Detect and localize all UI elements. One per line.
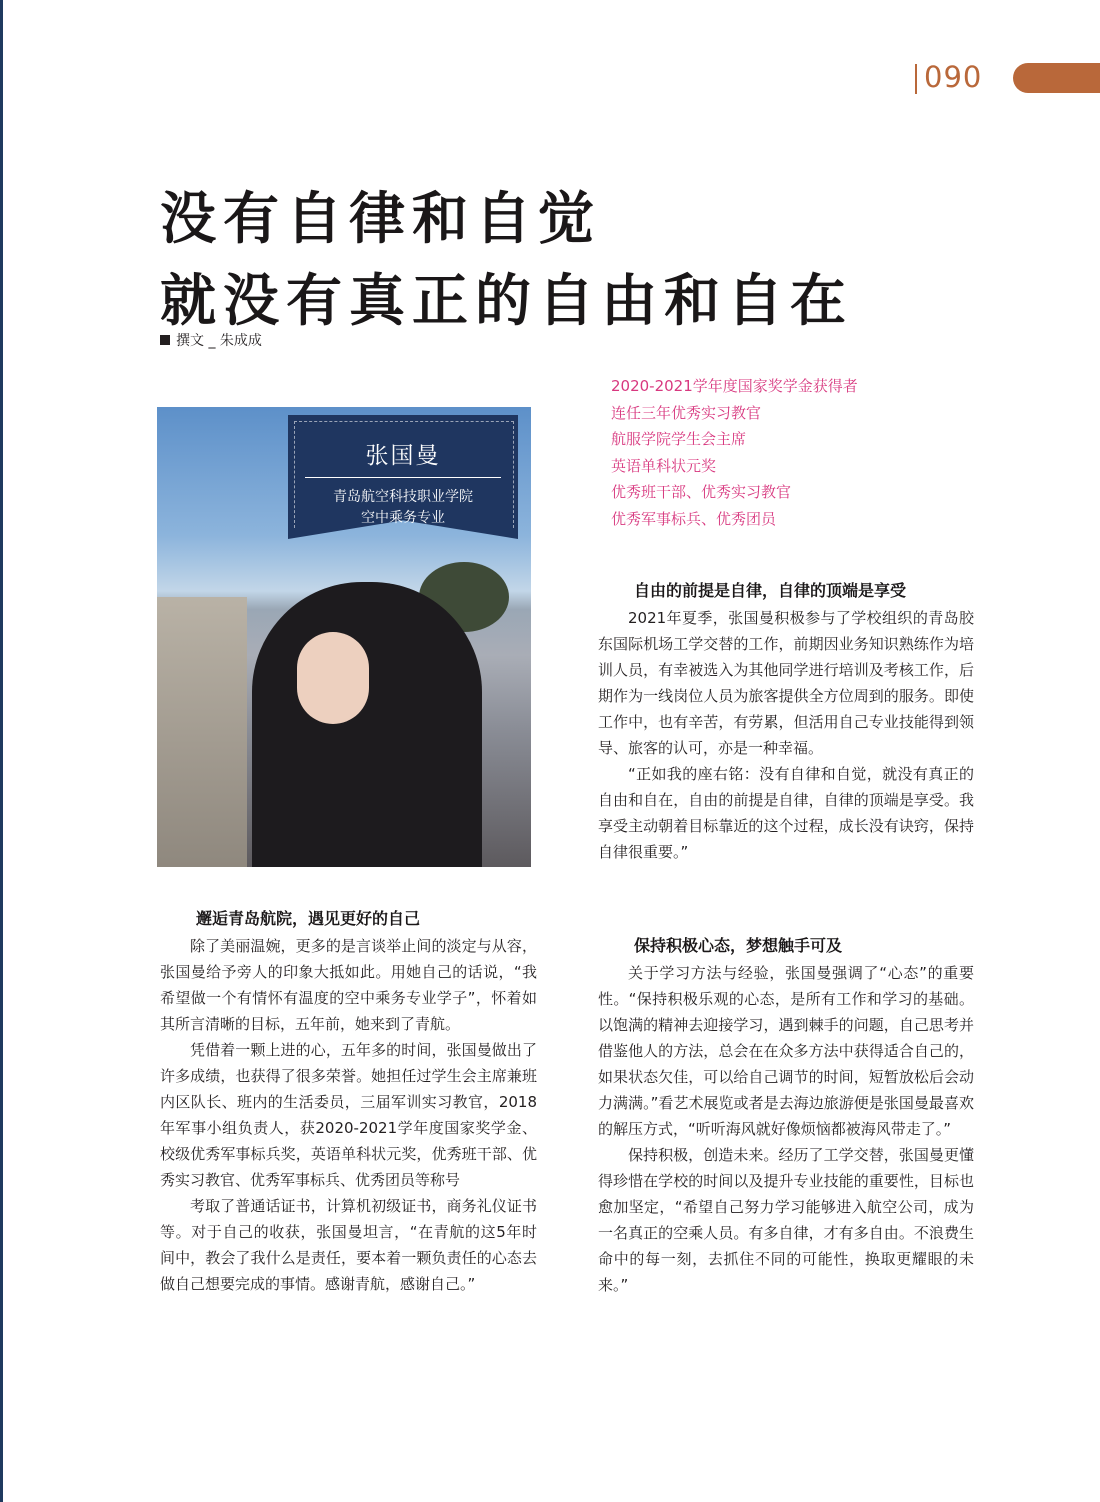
section-paragraph: 考取了普通话证书，计算机初级证书，商务礼仪证书等。对于自己的收获，张国曼坦言，“在青航的这5年时间中，教会了我什么是责任，要本着一颗负责任的心态去做自己想要完成的事情。感谢青航，感谢自己。”	[160, 1197, 537, 1293]
portrait-photo	[157, 407, 531, 867]
photo-wall	[157, 597, 247, 867]
section-heading: 邂逅青岛航院，遇见更好的自己	[196, 909, 421, 928]
honors-list	[611, 373, 858, 532]
section-paragraph: “正如我的座右铭：没有自律和自觉，就没有真正的自由和自在，自由的前提是自律，自律的顶端是享受。我享受主动朝着目标靠近的这个过程，成长没有诀窍，保持自律很重要。”	[598, 765, 974, 861]
section-paragraph: 凭借着一颗上进的心，五年多的时间，张国曼做出了许多成绩，也获得了很多荣誉。她担任过学生会主席兼班内区队长、班内的生活委员，三届军训实习教官，2018年军事小组负责人，获2020-2021学年度国家奖学金、校级优秀军事标兵奖，英语单科状元奖，优秀班干部、优秀实习教官、优秀军事标兵、优秀团员等称号	[160, 1041, 537, 1189]
section-paragraph: 2021年夏季，张国曼积极参与了学校组织的青岛胶东国际机场工学交替的工作，前期因业务知识熟练作为培训人员，有幸被选入为其他同学进行培训及考核工作，后期作为一线岗位人员为旅客提供全方位周到的服务。即使工作中，也有辛苦，有劳累，但活用自己专业技能得到领导、旅客的认可，亦是一种幸福。	[598, 609, 974, 757]
badge-school-line-2: 空中乘务专业	[361, 510, 445, 526]
badge-name: 张国曼	[365, 443, 441, 469]
section-heading: 自由的前提是自律，自律的顶端是享受	[634, 581, 907, 600]
page-spine	[0, 0, 3, 1502]
article-title-line-1: 没有自律和自觉	[160, 186, 601, 252]
honor-item: 英语单科状元奖	[611, 456, 717, 475]
section-paragraph: 除了美丽温婉，更多的是言谈举止间的淡定与从容，张国曼给予旁人的印象大抵如此。用她自己的话说，“我希望做一个有情怀有温度的空中乘务专业学子”，怀着如其所言清晰的目标，五年前，她来到了青航。	[160, 937, 537, 1033]
page-number-divider	[915, 64, 917, 94]
honor-item: 连任三年优秀实习教官	[611, 403, 762, 422]
byline-square-icon	[160, 335, 170, 345]
photo-face	[297, 632, 369, 724]
section-self-discipline	[598, 578, 974, 865]
section-paragraph: 保持积极，创造未来。经历了工学交替，张国曼更懂得珍惜在学校的时间以及提升专业技能的重要性，目标也愈加坚定，“希望自己努力学习能够进入航空公司，成为一名真正的空乘人员。有多自律，才有多自由。不浪费生命中的每一刻，去抓住不同的可能性，换取更耀眼的未来。”	[598, 1146, 974, 1294]
section-encounter	[160, 906, 537, 1297]
honor-item: 优秀班干部、优秀实习教官	[611, 483, 792, 501]
section-positive-mindset	[598, 933, 974, 1298]
honor-item: 航服学院学生会主席	[611, 430, 747, 448]
page-number: 090	[924, 60, 983, 94]
section-paragraph: 关于学习方法与经验，张国曼强调了“心态”的重要性。“保持积极乐观的心态，是所有工作和学习的基础。以饱满的精神去迎接学习，遇到棘手的问题，自己思考并借鉴他人的方法，总会在在众多方法中获得适合自己的，如果状态欠佳，可以给自己调节的时间，短暂放松后会动力满满。”看艺术展览或者是去海边旅游便是张国曼最喜欢的解压方式，“听听海风就好像烦恼都被海风带走了。”	[598, 964, 974, 1138]
section-heading: 保持积极心态，梦想触手可及	[634, 936, 843, 955]
honor-item: 优秀军事标兵、优秀团员	[611, 509, 777, 528]
byline	[160, 330, 262, 350]
photo-person	[252, 582, 482, 867]
article-title	[160, 178, 853, 342]
badge-school-line-1: 青岛航空科技职业学院	[333, 489, 473, 505]
honor-item: 2020-2021学年度国家奖学金获得者	[611, 377, 858, 395]
byline-text: 撰文 _ 朱成成	[176, 333, 262, 349]
badge-school	[288, 487, 518, 529]
page-tab-decoration	[1013, 63, 1100, 93]
article-title-line-2: 就没有真正的自由和自在	[160, 268, 853, 334]
badge-divider	[305, 477, 501, 478]
